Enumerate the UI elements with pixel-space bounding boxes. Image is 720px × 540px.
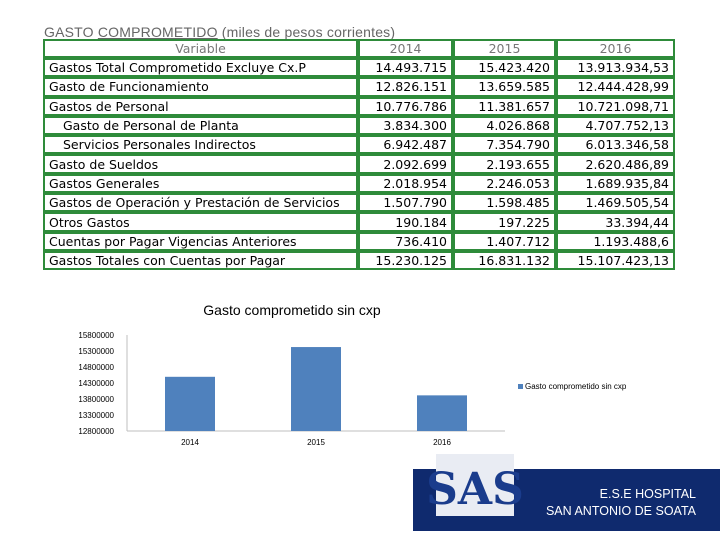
- expense-table: [43, 39, 675, 270]
- cell-2015: 4.026.868: [453, 116, 556, 135]
- cell-2015: 15.423.420: [453, 58, 556, 77]
- table-row: [43, 174, 675, 193]
- org-name: [546, 486, 696, 520]
- y-tick-label: 12800000: [78, 427, 114, 436]
- org-name-line1: E.S.E HOSPITAL: [599, 487, 696, 501]
- cell-2016: 15.107.423,13: [556, 251, 675, 270]
- cell-2015: 1.407.712: [453, 232, 556, 251]
- cell-2014: 14.493.715: [358, 58, 453, 77]
- cell-2014: 12.826.151: [358, 77, 453, 96]
- cell-2014: 10.776.786: [358, 97, 453, 116]
- cell-2014: 3.834.300: [358, 116, 453, 135]
- x-tick-label: 2015: [307, 438, 325, 447]
- expense-chart: [0, 296, 720, 456]
- table-row: [43, 232, 675, 251]
- row-label: Gasto de Personal de Planta: [43, 116, 358, 135]
- x-tick-label: 2014: [181, 438, 199, 447]
- cell-2016: 1.689.935,84: [556, 174, 675, 193]
- cell-2015: 13.659.585: [453, 77, 556, 96]
- legend-label: Gasto comprometido sin cxp: [525, 382, 627, 391]
- header-variable: Variable: [43, 39, 358, 58]
- cell-2016: 12.444.428,99: [556, 77, 675, 96]
- row-label: Cuentas por Pagar Vigencias Anteriores: [43, 232, 358, 251]
- table-row: [43, 154, 675, 173]
- cell-2014: 2.092.699: [358, 154, 453, 173]
- chart-title: Gasto comprometido sin cxp: [203, 302, 381, 318]
- bars-group: [165, 347, 467, 431]
- row-label: Gasto de Funcionamiento: [43, 77, 358, 96]
- cell-2016: 10.721.098,71: [556, 97, 675, 116]
- row-label: Gastos de Personal: [43, 97, 358, 116]
- x-axis-labels: [181, 438, 451, 447]
- bar-2015: [291, 347, 341, 431]
- row-label: Gasto de Sueldos: [43, 154, 358, 173]
- table-row: [43, 116, 675, 135]
- table-row: [43, 251, 675, 270]
- table-caption: [44, 24, 395, 40]
- cell-2014: 190.184: [358, 212, 453, 231]
- table-row: [43, 58, 675, 77]
- y-tick-label: 13300000: [78, 411, 114, 420]
- cell-2015: 2.246.053: [453, 174, 556, 193]
- cell-2016: 1.469.505,54: [556, 193, 675, 212]
- cell-2016: 6.013.346,58: [556, 135, 675, 154]
- row-label: Gastos Totales con Cuentas por Pagar: [43, 251, 358, 270]
- y-tick-label: 15800000: [78, 331, 114, 340]
- bar-2016: [417, 395, 467, 431]
- row-label: Gastos de Operación y Prestación de Servicios: [43, 193, 358, 212]
- cell-2016: 2.620.486,89: [556, 154, 675, 173]
- cell-2015: 11.381.657: [453, 97, 556, 116]
- cell-2015: 7.354.790: [453, 135, 556, 154]
- y-tick-label: 14800000: [78, 363, 114, 372]
- header-2016: 2016: [556, 39, 675, 58]
- cell-2016: 33.394,44: [556, 212, 675, 231]
- cell-2015: 1.598.485: [453, 193, 556, 212]
- x-tick-label: 2016: [433, 438, 451, 447]
- bar-2014: [165, 377, 215, 431]
- cell-2014: 736.410: [358, 232, 453, 251]
- y-tick-label: 15300000: [78, 347, 114, 356]
- cell-2014: 2.018.954: [358, 174, 453, 193]
- y-tick-label: 14300000: [78, 379, 114, 388]
- cell-2014: 6.942.487: [358, 135, 453, 154]
- logo-lettering: SAS: [426, 464, 524, 515]
- org-name-line2: SAN ANTONIO DE SOATA: [545, 504, 696, 518]
- cell-2015: 16.831.132: [453, 251, 556, 270]
- table-row: [43, 77, 675, 96]
- table-row: [43, 135, 675, 154]
- table-row: [43, 193, 675, 212]
- cell-2015: 197.225: [453, 212, 556, 231]
- table-row: [43, 97, 675, 116]
- table-row: [43, 212, 675, 231]
- y-tick-label: 13800000: [78, 395, 114, 404]
- cell-2016: 13.913.934,53: [556, 58, 675, 77]
- header-2015: 2015: [453, 39, 556, 58]
- cell-2014: 1.507.790: [358, 193, 453, 212]
- cell-2014: 15.230.125: [358, 251, 453, 270]
- row-label: Gastos Total Comprometido Excluye Cx.P: [43, 58, 358, 77]
- caption-suffix: (miles de pesos corrientes): [217, 24, 396, 40]
- y-axis-ticks: [78, 331, 114, 436]
- header-2014: 2014: [358, 39, 453, 58]
- hospital-logo: [426, 454, 524, 516]
- caption-underlined: COMPROMETIDO: [97, 24, 218, 40]
- caption-prefix: GASTO: [44, 24, 98, 40]
- row-label: Gastos Generales: [43, 174, 358, 193]
- legend-swatch: [518, 384, 523, 389]
- row-label: Servicios Personales Indirectos: [43, 135, 358, 154]
- row-label: Otros Gastos: [43, 212, 358, 231]
- table-header-row: [43, 39, 675, 58]
- cell-2016: 4.707.752,13: [556, 116, 675, 135]
- cell-2016: 1.193.488,6: [556, 232, 675, 251]
- cell-2015: 2.193.655: [453, 154, 556, 173]
